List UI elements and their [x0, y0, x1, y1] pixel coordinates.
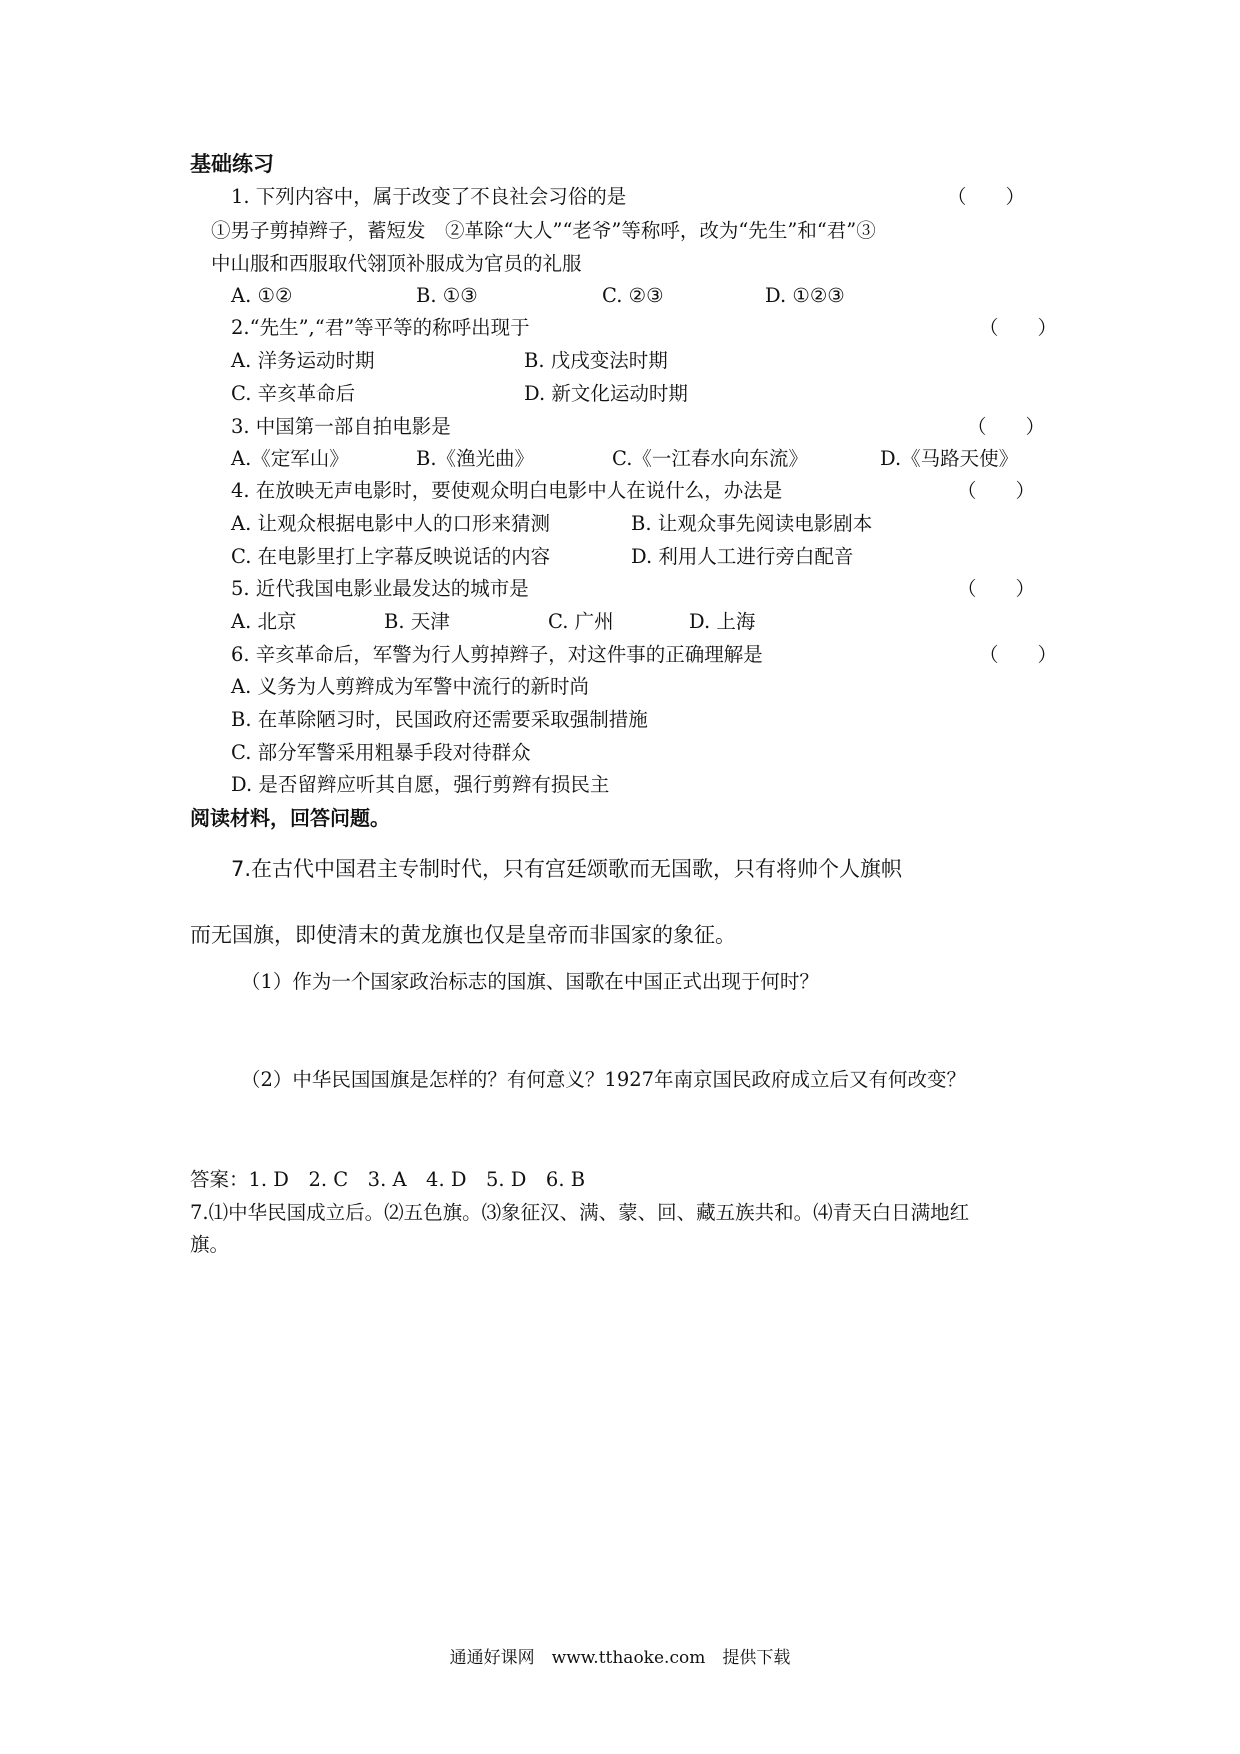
- question-4-answer-blank: （ ）: [957, 479, 1036, 502]
- page-footer: 通通好课网 www.tthaoke.com 提供下载: [449, 1648, 791, 1668]
- question-1-statements-cont: 中山服和西服取代翎顶补服成为官员的礼服: [211, 252, 582, 275]
- answers-line-3: 旗。: [190, 1233, 230, 1256]
- question-5-option-c: C. 广州: [548, 610, 614, 633]
- question-5-option-d: D. 上海: [689, 610, 756, 633]
- question-2-option-c: C. 辛亥革命后: [231, 382, 356, 405]
- question-7-sub-2: （2）中华民国国旗是怎样的？有何意义？1927年南京国民政府成立后又有何改变？: [241, 1068, 967, 1091]
- question-3-option-a: A.《定军山》: [231, 447, 349, 470]
- question-4-option-c: C. 在电影里打上字幕反映说话的内容: [231, 545, 551, 568]
- question-2-option-b: B. 戊戌变法时期: [524, 349, 668, 372]
- question-4-option-d: D. 利用人工进行旁白配音: [631, 545, 854, 568]
- section-heading-reading: 阅读材料，回答问题。: [190, 806, 390, 830]
- question-1-option-a: A. ①②: [231, 284, 293, 307]
- question-1-answer-blank: （ ）: [947, 185, 1026, 208]
- question-4-stem: 4. 在放映无声电影时，要使观众明白电影中人在说什么，办法是: [231, 479, 783, 502]
- question-6-option-a: A. 义务为人剪辫成为军警中流行的新时尚: [231, 675, 589, 698]
- question-3-option-d: D.《马路天使》: [880, 447, 1019, 470]
- question-3-option-c: C.《一江春水向东流》: [612, 447, 808, 470]
- question-2-option-d: D. 新文化运动时期: [524, 382, 688, 405]
- question-5-option-a: A. 北京: [231, 610, 297, 633]
- question-2-answer-blank: （ ）: [979, 316, 1058, 339]
- question-3-stem: 3. 中国第一部自拍电影是: [231, 415, 451, 438]
- question-7-material-line-1: 7.在古代中国君主专制时代，只有宫廷颂歌而无国歌，只有将帅个人旗帜: [231, 857, 903, 881]
- question-4-option-b: B. 让观众事先阅读电影剧本: [631, 512, 873, 535]
- question-3-option-b: B.《渔光曲》: [416, 447, 535, 470]
- question-1-option-b: B. ①③: [416, 284, 478, 307]
- question-2-stem: 2.“先生”,“君”等平等的称呼出现于: [231, 316, 530, 339]
- question-6-option-c: C. 部分军警采用粗暴手段对待群众: [231, 741, 531, 764]
- question-7-sub-1: （1）作为一个国家政治标志的国旗、国歌在中国正式出现于何时？: [241, 970, 819, 993]
- question-1-option-d: D. ①②③: [765, 284, 845, 307]
- question-7-material-line-2: 而无国旗，即使清末的黄龙旗也仅是皇帝而非国家的象征。: [190, 923, 736, 947]
- question-6-answer-blank: （ ）: [979, 643, 1058, 666]
- section-heading-basic: 基础练习: [190, 152, 274, 176]
- question-2-option-a: A. 洋务运动时期: [231, 349, 375, 372]
- question-6-option-b: B. 在革除陋习时，民国政府还需要采取强制措施: [231, 708, 648, 731]
- question-1-statements: ①男子剪掉辫子，蓄短发 ②革除“大人”“老爷”等称呼，改为“先生”和“君”③: [211, 219, 876, 242]
- question-4-option-a: A. 让观众根据电影中人的口形来猜测: [231, 512, 550, 535]
- question-1-stem: 1. 下列内容中，属于改变了不良社会习俗的是: [231, 185, 627, 208]
- question-5-answer-blank: （ ）: [957, 577, 1036, 600]
- question-6-option-d: D. 是否留辫应听其自愿，强行剪辫有损民主: [231, 773, 610, 796]
- question-1-option-c: C. ②③: [602, 284, 664, 307]
- answers-line-2: 7.⑴中华民国成立后。⑵五色旗。⑶象征汉、满、蒙、回、藏五族共和。⑷青天白日满地红: [190, 1201, 970, 1224]
- question-5-option-b: B. 天津: [384, 610, 450, 633]
- answers-line-1: 答案：1. D 2. C 3. A 4. D 5. D 6. B: [190, 1168, 586, 1191]
- question-6-stem: 6. 辛亥革命后，军警为行人剪掉辫子，对这件事的正确理解是: [231, 643, 763, 666]
- question-3-answer-blank: （ ）: [967, 415, 1046, 438]
- question-5-stem: 5. 近代我国电影业最发达的城市是: [231, 577, 529, 600]
